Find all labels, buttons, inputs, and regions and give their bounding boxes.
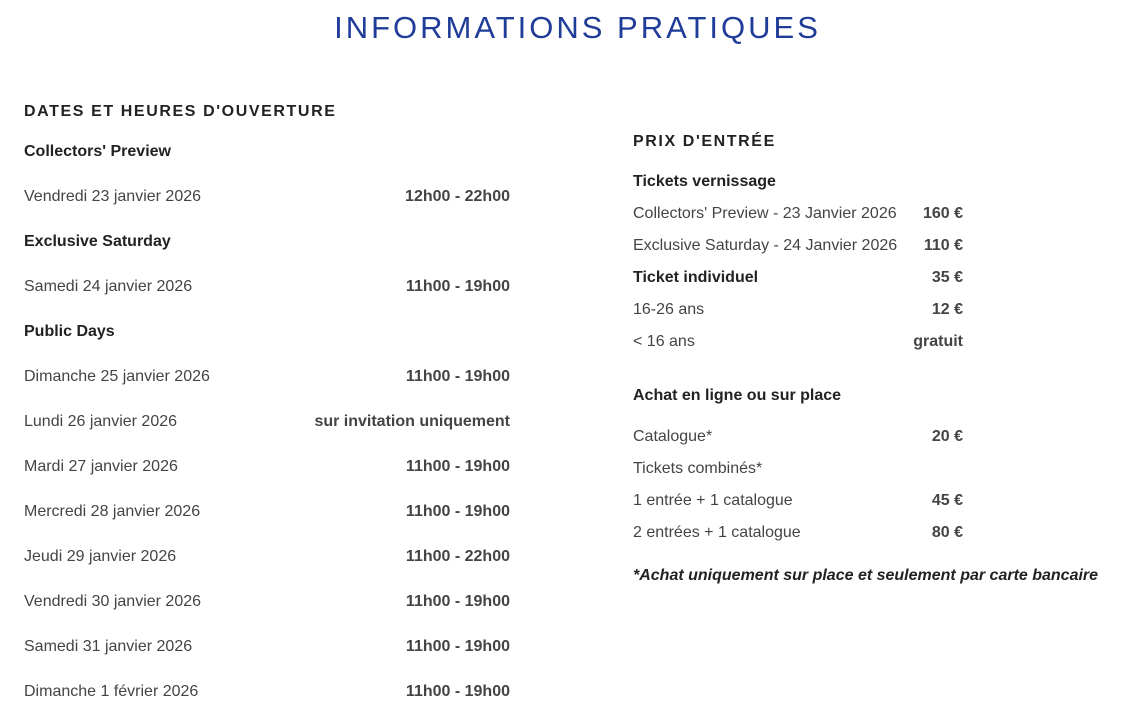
- price-row-ticket-individuel: [633, 268, 963, 288]
- schedule-row: [24, 502, 510, 522]
- price-value: 80 €: [931, 524, 963, 541]
- price-label: 1 entrée + 1 catalogue: [633, 492, 793, 509]
- price-value: 20 €: [931, 428, 963, 445]
- schedule-hours: 11h00 - 19h00: [405, 683, 510, 700]
- price-label: Collectors' Preview - 23 Janvier 2026: [633, 205, 897, 222]
- price-label: 2 entrées + 1 catalogue: [633, 524, 801, 541]
- schedule-row: [24, 592, 510, 612]
- schedule-row: [24, 187, 510, 207]
- group-title-exclusive-saturday: Exclusive Saturday: [24, 233, 171, 250]
- schedule-date: Vendredi 30 janvier 2026: [24, 593, 202, 610]
- price-label: Catalogue*: [633, 428, 713, 445]
- schedule-row: [24, 637, 510, 657]
- schedule-date: Jeudi 29 janvier 2026: [24, 548, 177, 565]
- schedule-hours: 11h00 - 19h00: [405, 278, 510, 295]
- price-value: 35 €: [931, 269, 963, 286]
- schedule-hours: 11h00 - 19h00: [405, 503, 510, 520]
- price-row: [633, 300, 963, 320]
- prices-section: [633, 132, 1103, 586]
- prices-heading: PRIX D'ENTRÉE: [633, 133, 776, 150]
- schedule-date: Mercredi 28 janvier 2026: [24, 503, 201, 520]
- schedule-date: Dimanche 1 février 2026: [24, 683, 199, 700]
- group-title-public-days: Public Days: [24, 323, 115, 340]
- page-title: INFORMATIONS PRATIQUES: [334, 10, 821, 45]
- price-label: < 16 ans: [633, 333, 695, 350]
- schedule-hours: 11h00 - 19h00: [405, 368, 510, 385]
- price-row: [633, 459, 963, 479]
- schedule-row: [24, 547, 510, 567]
- price-label: 16-26 ans: [633, 301, 705, 318]
- opening-hours-heading: DATES ET HEURES D'OUVERTURE: [24, 103, 337, 120]
- schedule-date: Dimanche 25 janvier 2026: [24, 368, 210, 385]
- price-label: Ticket individuel: [633, 269, 759, 286]
- price-value: 160 €: [922, 205, 963, 222]
- schedule-hours: 11h00 - 19h00: [405, 638, 510, 655]
- schedule-row: [24, 682, 510, 702]
- price-row: [633, 236, 963, 256]
- schedule-hours: 11h00 - 19h00: [405, 458, 510, 475]
- price-value: 45 €: [931, 492, 963, 509]
- schedule-hours: 11h00 - 19h00: [405, 593, 510, 610]
- price-row: [633, 204, 963, 224]
- schedule-row: [24, 457, 510, 477]
- group-title-tickets-vernissage: Tickets vernissage: [633, 173, 776, 190]
- schedule-date: Lundi 26 janvier 2026: [24, 413, 178, 430]
- opening-hours-section: [24, 102, 510, 727]
- schedule-date: Vendredi 23 janvier 2026: [24, 188, 202, 205]
- price-label: Exclusive Saturday - 24 Janvier 2026: [633, 237, 898, 254]
- price-row: [633, 427, 963, 447]
- schedule-row: [24, 412, 510, 432]
- price-row: [633, 523, 963, 543]
- price-value: 110 €: [923, 237, 963, 254]
- schedule-date: Mardi 27 janvier 2026: [24, 458, 178, 475]
- price-label: Tickets combinés*: [633, 460, 763, 477]
- price-row: [633, 491, 963, 511]
- schedule-row: [24, 277, 510, 297]
- price-value: gratuit: [913, 333, 963, 350]
- schedule-hours: sur invitation uniquement: [314, 413, 510, 430]
- payment-footnote: *Achat uniquement sur place et seulement par carte bancaire: [633, 567, 1099, 584]
- spacer: [633, 364, 1103, 386]
- group-title-collectors-preview: Collectors' Preview: [24, 143, 171, 160]
- price-row: [633, 332, 963, 352]
- schedule-date: Samedi 24 janvier 2026: [24, 278, 193, 295]
- group-title-achat: Achat en ligne ou sur place: [633, 387, 842, 404]
- schedule-row: [24, 367, 510, 387]
- price-value: 12 €: [931, 301, 963, 318]
- schedule-hours: 11h00 - 22h00: [405, 548, 510, 565]
- schedule-date: Samedi 31 janvier 2026: [24, 638, 193, 655]
- schedule-hours: 12h00 - 22h00: [405, 188, 510, 205]
